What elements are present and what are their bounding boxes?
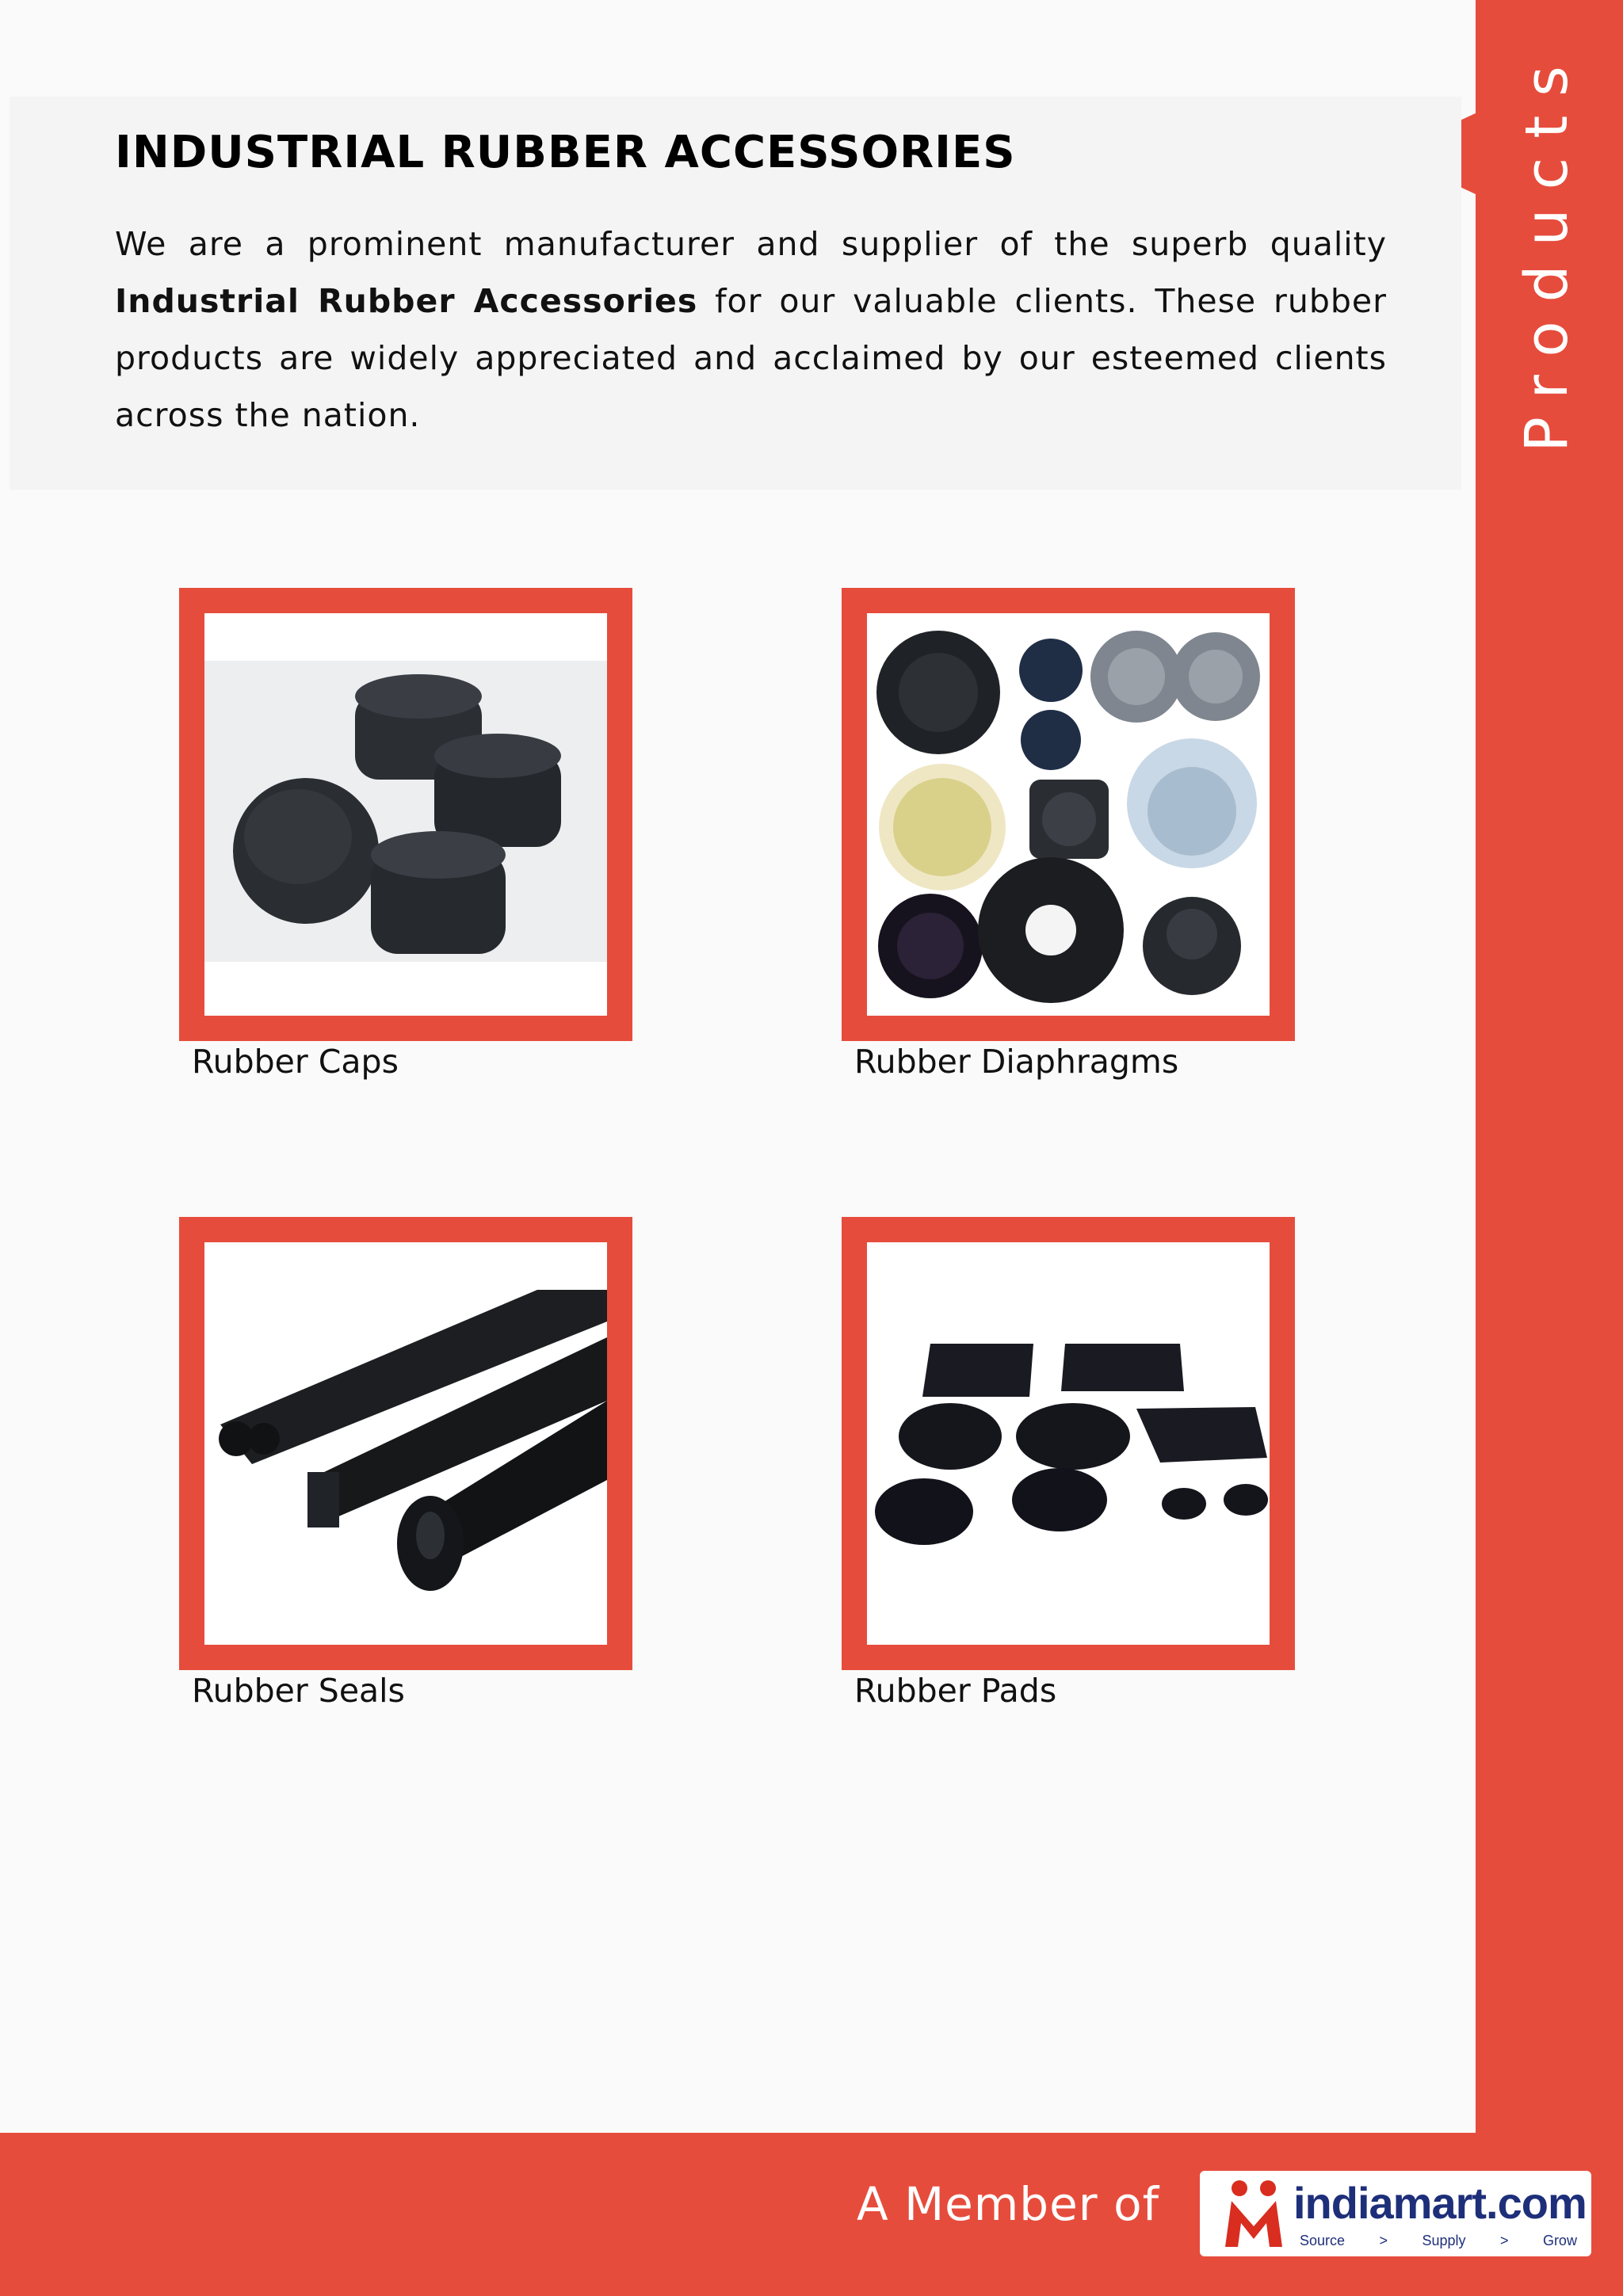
product-card[interactable] (179, 588, 632, 1082)
product-card[interactable] (842, 1217, 1295, 1711)
rubber-caps-image[interactable] (204, 613, 607, 1016)
product-card[interactable] (842, 588, 1295, 1082)
intro-text-suffix: for our valuable clients. These rubber products are widely appreciated and acclaimed by our esteemed clients across the nation. (115, 282, 1387, 434)
rubber-pads-image[interactable] (867, 1242, 1270, 1645)
product-caption: Rubber Pads (854, 1672, 1057, 1710)
rubber-seals-image[interactable] (204, 1242, 607, 1645)
product-caption: Rubber Seals (192, 1672, 405, 1710)
intro-text-bold: Industrial Rubber Accessories (115, 282, 698, 320)
logo-m-icon (1222, 2177, 1285, 2250)
logo-tagline (1300, 2233, 1577, 2249)
intro-paragraph (115, 215, 1387, 444)
logo-tagline-word: Supply (1422, 2233, 1466, 2248)
logo-wordmark: indiamart.com (1293, 2178, 1587, 2228)
product-caption: Rubber Caps (192, 1043, 399, 1081)
sidebar-label: Products (1513, 47, 1581, 452)
rubber-diaphragms-image[interactable] (867, 613, 1270, 1016)
product-frame (179, 588, 632, 1041)
product-frame (842, 1217, 1295, 1670)
logo-tagline-word: Source (1300, 2233, 1346, 2248)
product-card[interactable] (179, 1217, 632, 1711)
product-frame (179, 1217, 632, 1670)
logo-tagline-separator: > (1499, 2233, 1509, 2248)
product-frame (842, 588, 1295, 1041)
logo-tagline-word: Grow (1542, 2233, 1577, 2248)
intro-text-prefix: We are a prominent manufacturer and supplier of the superb quality (115, 225, 1387, 263)
member-text: A Member of (856, 2177, 1159, 2231)
product-caption: Rubber Diaphragms (854, 1043, 1179, 1081)
logo-tagline-separator: > (1379, 2233, 1388, 2248)
page-title: INDUSTRIAL RUBBER ACCESSORIES (115, 127, 1016, 178)
indiamart-logo[interactable] (1200, 2171, 1591, 2256)
